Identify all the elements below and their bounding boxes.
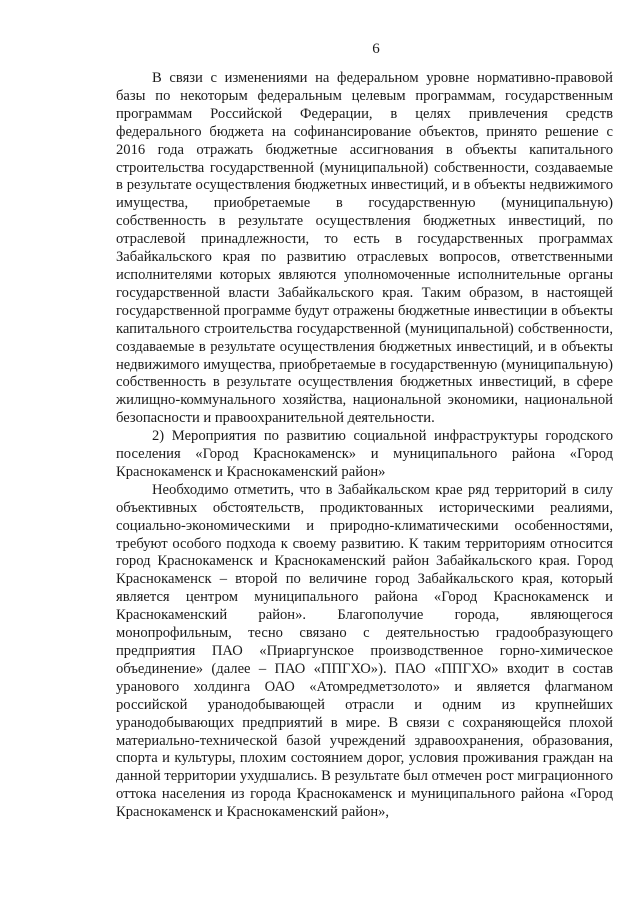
paragraph-budget-allocation: В связи с изменениями на федеральном уровне нормативно-правовой базы по некоторым федеральным целевым программам, государственным программам Российской Федерации, в целях привлечения средств федерального бюджета на софинансирование объектов, принято решение с 2016 года отражать бюджетные ассигнования в объекты капитального строительства государственной (муниципальной) собственности, создаваемые в результате осуществления бюджетных инвестиций, и в объекты недвижимого имущества, приобретаемые в государственную (муниципальную) собственность в результате осуществления бюджетных инвестиций, по отраслевой принадлежности, то есть в государственных программах Забайкальского края по развитию отраслевых вопросов, ответственными исполнителями которых являются уполномоченные исполнительные органы государственной власти Забайкальского края. Таким образом, в настоящей государственной программе будут отражены бюджетные инвестиции в объекты капитального строительства государственной (муниципальной) собственности, создаваемые в результате осуществления бюджетных инвестиций, и в объекты недвижимого имущества, приобретаемые в государственную (муниципальную) собственность в результате осуществления бюджетных инвестиций, в сфере жилищно-коммунального хозяйства, национальной экономики, национальной безопасности и правоохранительной деятельности. — [116, 70, 613, 427]
paragraph-krasnokamensk-description: Необходимо отметить, что в Забайкальском крае ряд территорий в силу объективных обстоятельств, продиктованных историческими реалиями, социально-экономическими и природно-климатическими особенностями, требуют особого подхода к своему развитию. К таким территориям относится город Краснокаменск и Краснокаменский район Забайкальского края. Город Краснокаменск – второй по величине город Забайкальского края, который является центром муниципального района «Город Краснокаменск и Краснокаменский район». Благополучие города, являющегося монопрофильным, тесно связано с деятельностью градообразующего предприятия ПАО «Приаргунское производственное горно-химическое объединение» (далее – ПАО «ППГХО»). ПАО «ППГХО» входит в состав уранового холдинга ОАО «Атомредметзолото» и является флагманом российской уранодобывающей отрасли и одним из крупнейших уранодобывающих предприятий в мире. В связи с сохраняющейся плохой материально-технической базой учреждений здравоохранения, образования, спорта и культуры, плохим состоянием дорог, условия проживания граждан на данной территории ухудшались. В результате был отмечен рост миграционного оттока населения из города Краснокаменск и муниципального района «Город Краснокаменск и Краснокаменский район», — [116, 481, 613, 821]
page-number: 6 — [372, 41, 380, 57]
document-body — [116, 70, 613, 822]
paragraph-section-heading-social-infrastructure: 2) Мероприятия по развитию социальной инфраструктуры городского поселения «Город Краснокаменск» и муниципального района «Город Краснокаменск и Краснокаменский район» — [116, 428, 613, 480]
